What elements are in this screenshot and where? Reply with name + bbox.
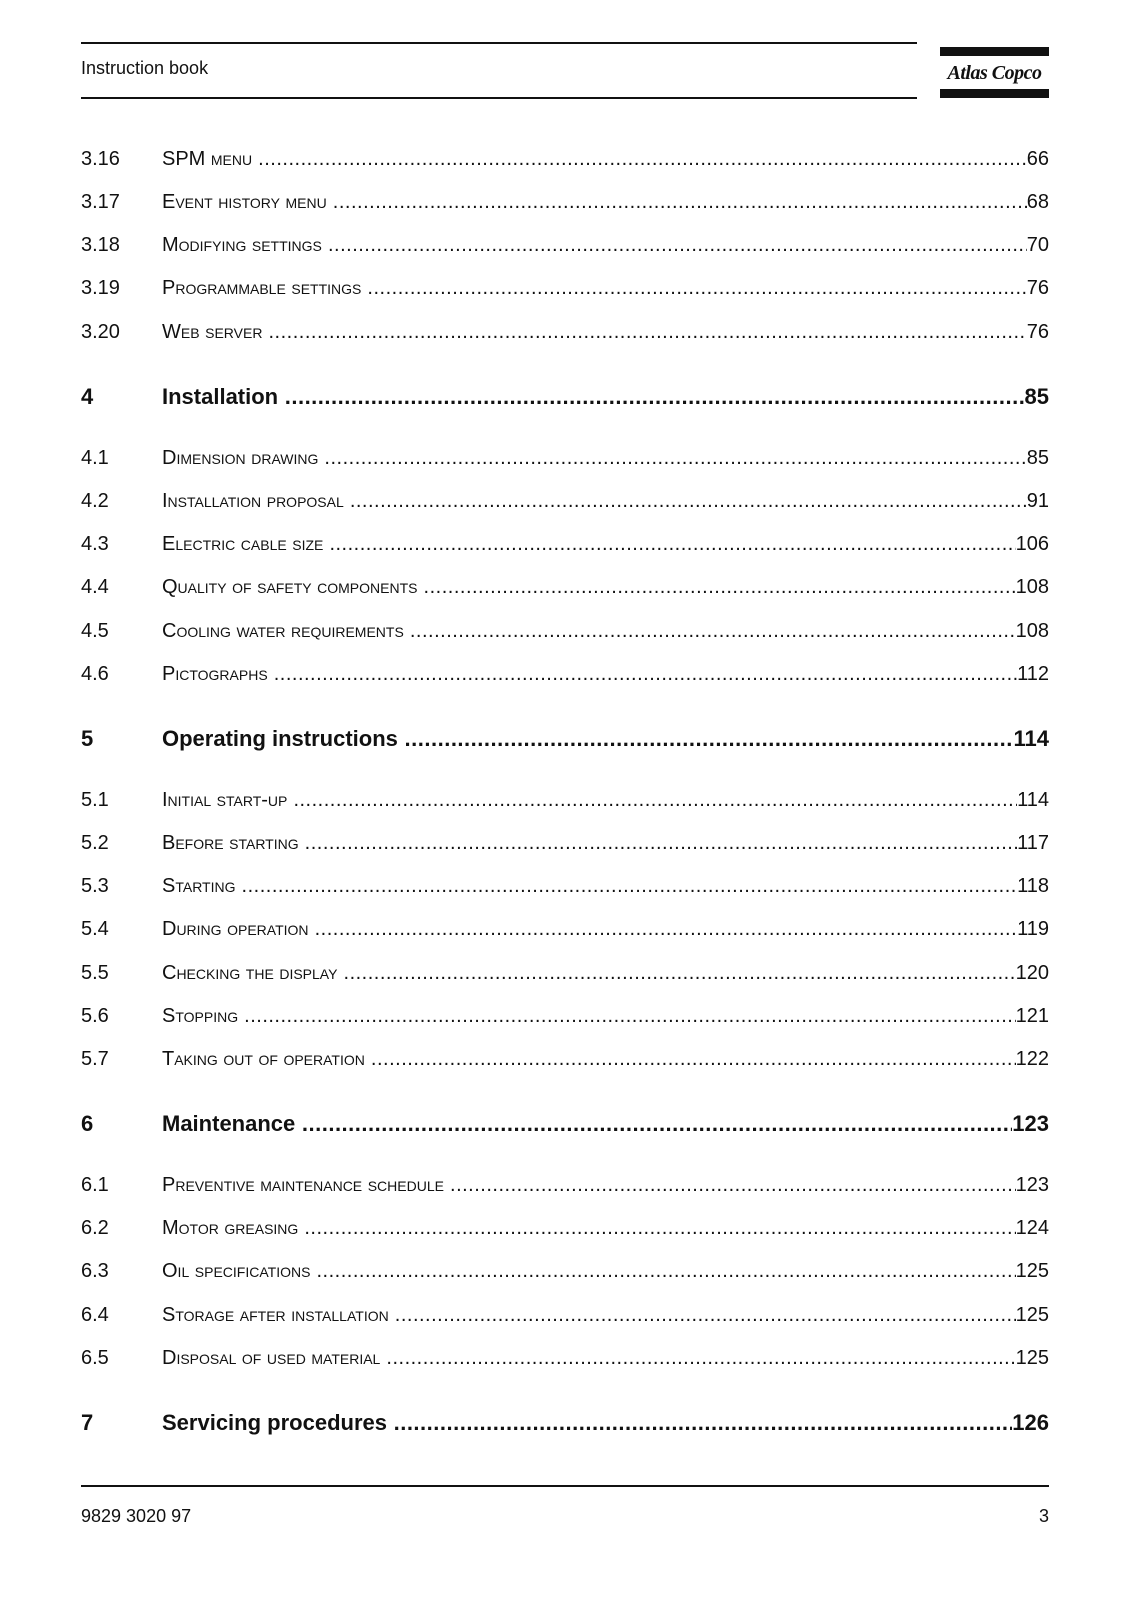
toc-entry-title: Checking the display ..... — [162, 962, 1016, 985]
toc-section-entry[interactable] — [81, 875, 1049, 905]
toc-entry-title: Storage after installation ..... — [162, 1304, 1016, 1327]
toc-entry-page: 85 — [1024, 384, 1049, 409]
toc-section-entry[interactable] — [81, 962, 1049, 992]
logo-bottom-bar — [940, 89, 1049, 98]
toc-entry-number: 3.17 — [81, 191, 120, 213]
toc-entry-title: Cooling water requirements ..... — [162, 620, 1016, 643]
toc-section-entry[interactable] — [81, 832, 1049, 862]
toc-entry-number: 5.1 — [81, 789, 109, 811]
toc-entry-title: SPM menu ..... — [162, 148, 1027, 171]
toc-section-entry[interactable] — [81, 1174, 1049, 1204]
toc-entry-page: 114 — [1013, 726, 1049, 751]
header-bottom-rule — [81, 97, 917, 99]
toc-section-entry[interactable] — [81, 277, 1049, 307]
toc-entry-title: Quality of safety components ..... — [162, 576, 1016, 599]
toc-entry-number: 5.4 — [81, 918, 109, 940]
toc-section-entry[interactable] — [81, 490, 1049, 520]
toc-entry-title: Modifying settings ..... — [162, 234, 1027, 257]
footer-rule — [81, 1485, 1049, 1487]
toc-entry-title: During operation ..... — [162, 918, 1017, 941]
toc-section-entry[interactable] — [81, 533, 1049, 563]
toc-entry-number: 4.1 — [81, 447, 109, 469]
toc-entry-page: 76 — [1026, 277, 1049, 299]
toc-entry-page: 124 — [1015, 1217, 1049, 1239]
atlas-copco-logo — [940, 47, 1049, 99]
toc-entry-page: 114 — [1017, 789, 1049, 811]
toc-entry-number: 7 — [81, 1410, 94, 1435]
toc-entry-number: 5.2 — [81, 832, 109, 854]
toc-chapter-entry[interactable] — [81, 1410, 1049, 1440]
toc-entry-number: 6.2 — [81, 1217, 109, 1239]
toc-entry-title: Servicing procedures ..... — [162, 1410, 1012, 1436]
toc-entry-page: 106 — [1015, 533, 1049, 555]
toc-entry-number: 5.3 — [81, 875, 109, 897]
toc-section-entry[interactable] — [81, 1048, 1049, 1078]
toc-entry-page: 112 — [1017, 663, 1049, 685]
toc-entry-page: 108 — [1015, 576, 1049, 598]
logo-top-bar — [940, 47, 1049, 56]
toc-entry-title: Web server ..... — [162, 321, 1027, 344]
toc-entry-number: 6.4 — [81, 1304, 109, 1326]
toc-entry-number: 4.4 — [81, 576, 109, 598]
toc-entry-number: 5.6 — [81, 1005, 109, 1027]
toc-entry-title: Initial start-up ..... — [162, 789, 1017, 812]
toc-entry-title: Installation proposal ..... — [162, 490, 1027, 513]
toc-entry-title: Electric cable size ..... — [162, 533, 1016, 556]
toc-entry-page: 117 — [1017, 832, 1049, 854]
toc-entry-page: 85 — [1026, 447, 1049, 469]
toc-entry-number: 5 — [81, 726, 94, 751]
toc-entry-title: Disposal of used material ..... — [162, 1347, 1016, 1370]
toc-section-entry[interactable] — [81, 1347, 1049, 1377]
toc-entry-page: 126 — [1012, 1410, 1049, 1435]
toc-entry-page: 76 — [1026, 321, 1049, 343]
toc-entry-page: 123 — [1012, 1111, 1049, 1136]
toc-section-entry[interactable] — [81, 321, 1049, 351]
toc-entry-title: Installation ..... — [162, 384, 1025, 410]
toc-entry-title: Taking out of operation ..... — [162, 1048, 1016, 1071]
toc-entry-page: 68 — [1026, 191, 1049, 213]
toc-section-entry[interactable] — [81, 234, 1049, 264]
toc-entry-number: 6.3 — [81, 1260, 109, 1282]
toc-entry-title: Preventive maintenance schedule ..... — [162, 1174, 1016, 1197]
toc-entry-title: Starting ..... — [162, 875, 1017, 898]
toc-entry-title: Before starting ..... — [162, 832, 1017, 855]
toc-section-entry[interactable] — [81, 191, 1049, 221]
toc-entry-title: Stopping ..... — [162, 1005, 1016, 1028]
toc-entry-title: Event history menu ..... — [162, 191, 1027, 214]
toc-chapter-entry[interactable] — [81, 1111, 1049, 1141]
toc-entry-page: 119 — [1017, 918, 1049, 940]
document-number: 9829 3020 97 — [81, 1506, 192, 1526]
toc-entry-title: Programmable settings ..... — [162, 277, 1027, 300]
toc-entry-page: 123 — [1015, 1174, 1049, 1196]
toc-section-entry[interactable] — [81, 663, 1049, 693]
logo-wordmark: Atlas Copco — [947, 62, 1042, 84]
toc-entry-number: 4.3 — [81, 533, 109, 555]
toc-entry-page: 122 — [1015, 1048, 1049, 1070]
toc-section-entry[interactable] — [81, 1260, 1049, 1290]
toc-entry-title: Pictographs ..... — [162, 663, 1017, 686]
toc-section-entry[interactable] — [81, 447, 1049, 477]
header-title: Instruction book — [81, 58, 209, 78]
toc-entry-page: 125 — [1015, 1347, 1049, 1369]
toc-entry-number: 3.20 — [81, 321, 120, 343]
toc-entry-number: 5.5 — [81, 962, 109, 984]
toc-entry-number: 4.2 — [81, 490, 109, 512]
toc-entry-page: 108 — [1015, 620, 1049, 642]
toc-entry-page: 118 — [1017, 875, 1049, 897]
toc-entry-number: 6.1 — [81, 1174, 109, 1196]
toc-section-entry[interactable] — [81, 1304, 1049, 1334]
toc-section-entry[interactable] — [81, 1005, 1049, 1035]
toc-entry-page: 70 — [1026, 234, 1049, 256]
toc-section-entry[interactable] — [81, 620, 1049, 650]
toc-entry-page: 91 — [1026, 490, 1049, 512]
toc-entry-page: 125 — [1015, 1260, 1049, 1282]
toc-section-entry[interactable] — [81, 789, 1049, 819]
toc-section-entry[interactable] — [81, 918, 1049, 948]
toc-chapter-entry[interactable] — [81, 384, 1049, 414]
toc-chapter-entry[interactable] — [81, 726, 1049, 756]
toc-entry-number: 6.5 — [81, 1347, 109, 1369]
header-top-rule — [81, 42, 917, 44]
toc-entry-number: 5.7 — [81, 1048, 109, 1070]
toc-entry-page: 121 — [1015, 1005, 1049, 1027]
toc-entry-number: 3.16 — [81, 148, 120, 170]
toc-entry-number: 4.5 — [81, 620, 109, 642]
toc-entry-title: Motor greasing ..... — [162, 1217, 1016, 1240]
toc-entry-number: 4.6 — [81, 663, 109, 685]
toc-entry-number: 6 — [81, 1111, 94, 1136]
toc-entry-number: 3.19 — [81, 277, 120, 299]
toc-entry-page: 125 — [1015, 1304, 1049, 1326]
toc-section-entry[interactable] — [81, 1217, 1049, 1247]
toc-entry-page: 66 — [1026, 148, 1049, 170]
toc-entry-number: 4 — [81, 384, 94, 409]
toc-entry-title: Maintenance ..... — [162, 1111, 1012, 1137]
toc-entry-title: Oil specifications ..... — [162, 1260, 1016, 1283]
toc-entry-title: Dimension drawing ..... — [162, 447, 1027, 470]
page-number: 3 — [1038, 1506, 1049, 1526]
toc-section-entry[interactable] — [81, 576, 1049, 606]
toc-entry-title: Operating instructions ..... — [162, 726, 1014, 752]
toc-entry-page: 120 — [1015, 962, 1049, 984]
toc-section-entry[interactable] — [81, 148, 1049, 178]
toc-entry-number: 3.18 — [81, 234, 120, 256]
